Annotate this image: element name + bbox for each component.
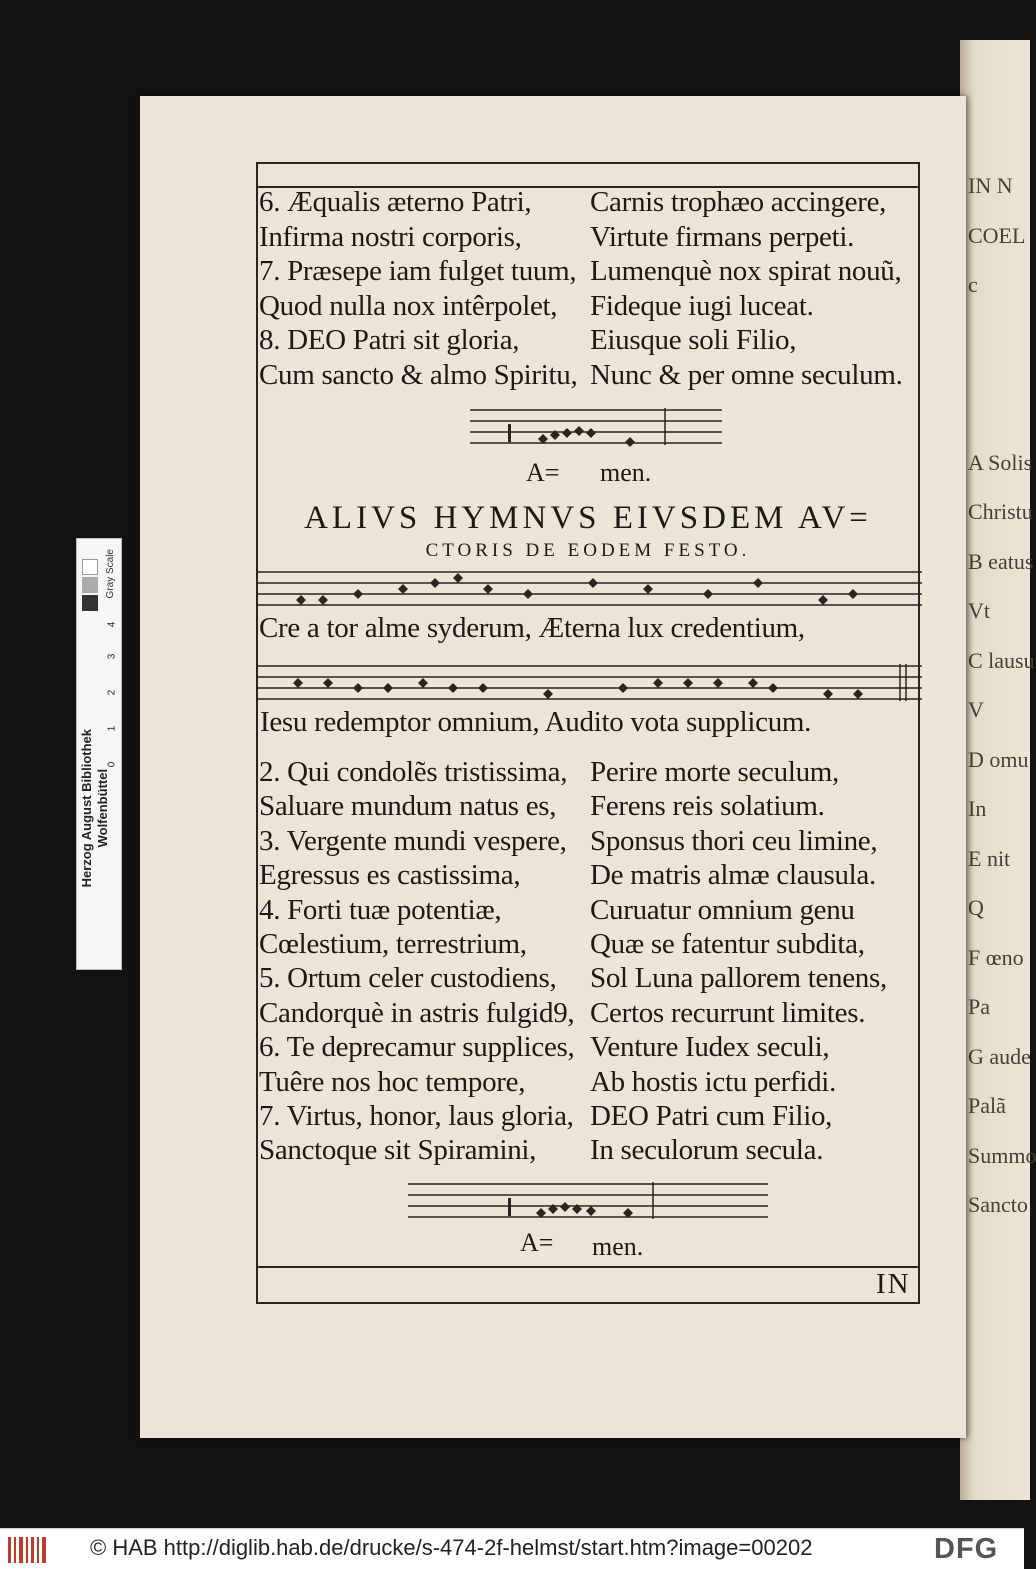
gray-swatch bbox=[82, 559, 98, 575]
facing-page-fragment: V bbox=[968, 697, 984, 722]
facing-page-fragment: Q bbox=[968, 895, 984, 920]
amen-syllable-a-2: A= bbox=[520, 1228, 554, 1257]
verse-line-left: 5. Ortum celer custodiens, bbox=[259, 962, 557, 995]
ruler-tick: 2 bbox=[106, 689, 118, 696]
dfg-logo: DFG bbox=[934, 1533, 999, 1565]
verse-line-right: Certos recurrunt limites. bbox=[590, 996, 866, 1029]
verse-line-left: Sanctoque sit Spiramini, bbox=[259, 1134, 537, 1167]
gray-swatch bbox=[82, 595, 98, 611]
verse-line-right: Lumenquè nox spirat nouũ, bbox=[590, 255, 902, 287]
amen-syllable-men-2: men. bbox=[592, 1232, 644, 1261]
melody-staff-1 bbox=[258, 566, 922, 616]
verse-line-left: 8. DEO Patri sit gloria, bbox=[259, 324, 520, 356]
facing-page-fragment: Pa bbox=[968, 994, 990, 1019]
verse-line-right: Sponsus thori ceu limine, bbox=[590, 824, 878, 857]
facing-page-fragment: IN N bbox=[968, 173, 1013, 198]
facing-page-fragment: Vt bbox=[968, 598, 990, 623]
facing-page-fragment: Palã bbox=[968, 1093, 1006, 1118]
hymn-two-title: ALIVS HYMNVS EIVSDEM AV= bbox=[304, 500, 872, 536]
library-label bbox=[79, 729, 119, 887]
facing-page-fragment: c bbox=[968, 272, 978, 297]
sung-line-1: Cre a tor alme syderum, Æterna lux credentium, bbox=[259, 612, 805, 644]
verse-line-left: Egressus es castissima, bbox=[259, 859, 521, 892]
verse-line-right: Quæ se fatentur subdita, bbox=[590, 928, 865, 960]
verse-line-left: Quod nulla nox intêrpolet, bbox=[259, 289, 558, 322]
verse-line-right: Eiusque soli Filio, bbox=[590, 324, 797, 356]
amen-staff-1 bbox=[470, 402, 722, 454]
footer-bar bbox=[0, 1528, 1024, 1569]
source-link[interactable]: © HAB http://diglib.hab.de/drucke/s-474-2f-helmst/start.htm?image=00202 bbox=[90, 1535, 813, 1560]
verse-line-left: Candorquè in astris fulgid9, bbox=[259, 996, 575, 1029]
amen-syllable-men: men. bbox=[600, 458, 652, 487]
facing-page-fragment: COEL bbox=[968, 222, 1026, 248]
gray-swatch bbox=[82, 577, 98, 593]
verse-line-right: In seculorum secula. bbox=[590, 1134, 824, 1167]
verse-line-left: Cœlestium, terrestrium, bbox=[259, 928, 527, 960]
sung-line-2: Iesu redemptor omnium, Audito vota supplicum. bbox=[260, 706, 812, 738]
melody-staff-2 bbox=[258, 660, 922, 710]
facing-page-text bbox=[968, 150, 1036, 1450]
verse-line-right: Curuatur omnium genu bbox=[590, 893, 855, 926]
facing-page-fragment: G aude bbox=[968, 1043, 1031, 1069]
verse-line-left: Tuêre nos hoc tempore, bbox=[259, 1065, 526, 1098]
ruler-tick: 3 bbox=[106, 653, 118, 660]
facing-page-fragment: In bbox=[968, 796, 987, 821]
amen-syllable-a: A= bbox=[526, 458, 560, 487]
verse-line-left: Cum sancto & almo Spiritu, bbox=[259, 358, 578, 391]
verse-line-right: Virtute firmans perpeti. bbox=[590, 220, 855, 253]
bottom-rule bbox=[256, 1266, 920, 1268]
ruler-tick: 1 bbox=[106, 725, 118, 732]
facing-page-fragment: Summo bbox=[968, 1142, 1036, 1168]
hymn-two-subtitle: CTORIS DE EODEM FESTO. bbox=[425, 540, 751, 561]
verse-line-right: De matris almæ clausula. bbox=[590, 859, 876, 892]
verse-line-left: 7. Virtus, honor, laus gloria, bbox=[259, 1100, 574, 1132]
facing-page-fragment: A Solis bbox=[968, 449, 1033, 475]
barcode-icon bbox=[8, 1537, 48, 1563]
verse-line-left: 4. Forti tuæ potentiæ, bbox=[259, 893, 502, 926]
verse-line-right: Carnis trophæo accingere, bbox=[590, 186, 887, 218]
facing-page-fragment: E nit bbox=[968, 845, 1011, 871]
verse-line-left: 6. Æqualis æterno Patri, bbox=[259, 186, 532, 218]
verse-line-right: Perire morte seculum, bbox=[590, 756, 839, 788]
verse-line-left: Infirma nostri corporis, bbox=[259, 220, 522, 253]
library-name: Herzog August Bibliothek bbox=[79, 729, 94, 888]
facing-page-fragment: C lausu bbox=[968, 647, 1035, 673]
catchword: IN bbox=[876, 1268, 911, 1300]
facing-page-fragment: B eatus bbox=[968, 548, 1034, 574]
library-city: Wolfenbüttel bbox=[95, 768, 110, 848]
ruler-tick: 4 bbox=[106, 621, 118, 628]
facing-page-fragment: F œno bbox=[968, 944, 1024, 970]
facing-page-fragment: D omu bbox=[968, 746, 1029, 772]
verse-line-right: Sol Luna pallorem tenens, bbox=[590, 962, 887, 995]
verse-line-right: DEO Patri cum Filio, bbox=[590, 1100, 833, 1132]
verse-line-left: 7. Præsepe iam fulget tuum, bbox=[259, 255, 577, 287]
gray-scale-ruler bbox=[76, 538, 122, 970]
verse-line-right: Nunc & per omne seculum. bbox=[590, 358, 903, 391]
verse-line-left: 6. Te deprecamur supplices, bbox=[259, 1031, 575, 1064]
verse-line-right: Ferens reis solatium. bbox=[590, 790, 825, 823]
ruler-title: Gray Scale bbox=[105, 549, 116, 599]
verse-line-left: 2. Qui condolẽs tristissima, bbox=[259, 756, 568, 788]
verse-line-left: 3. Vergente mundi vespere, bbox=[259, 824, 567, 857]
verse-line-right: Ab hostis ictu perfidi. bbox=[590, 1065, 837, 1098]
verse-line-right: Venture Iudex seculi, bbox=[590, 1031, 830, 1064]
facing-page-fragment: Sancto bbox=[968, 1192, 1028, 1217]
facing-page-fragment: Christu bbox=[968, 499, 1033, 524]
amen-staff-2 bbox=[408, 1176, 768, 1226]
verse-line-right: Fideque iugi luceat. bbox=[590, 289, 814, 322]
verse-line-left: Saluare mundum natus es, bbox=[259, 790, 557, 823]
ruler-tick: 0 bbox=[106, 761, 118, 768]
